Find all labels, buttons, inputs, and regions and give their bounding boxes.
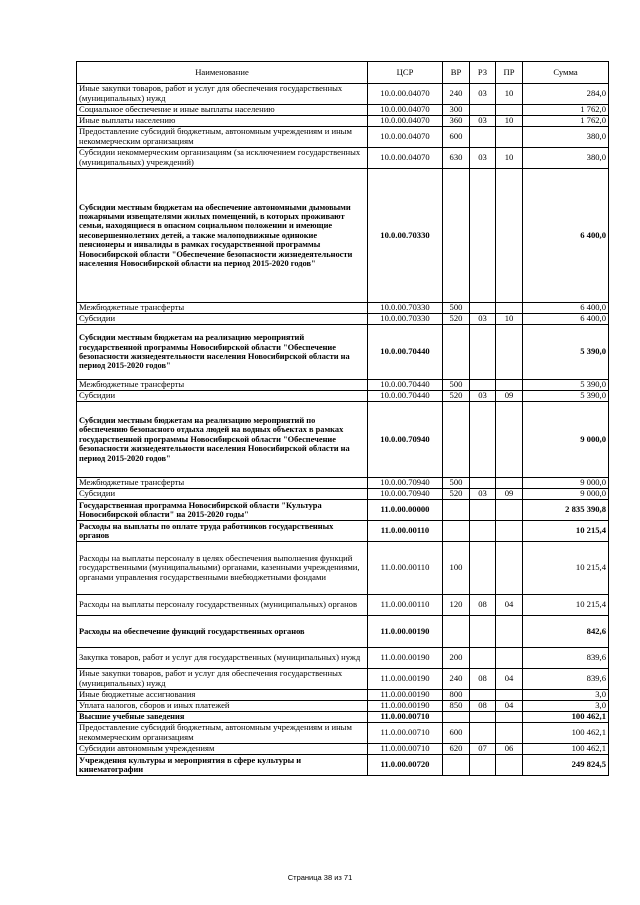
cell-name: Предоставление субсидий бюджетным, автономным учреждениям и иным некоммерческим организациям <box>77 723 368 744</box>
cell-vr: 120 <box>443 595 470 616</box>
cell-csr: 11.0.00.00710 <box>368 744 443 755</box>
cell-name: Межбюджетные трансферты <box>77 478 368 489</box>
cell-rz: 03 <box>470 489 496 500</box>
cell-sum: 5 390,0 <box>523 325 609 380</box>
cell-sum: 100 462,1 <box>523 744 609 755</box>
cell-pr <box>496 127 523 148</box>
header-csr: ЦСР <box>368 62 443 84</box>
cell-vr <box>443 402 470 478</box>
table-row <box>77 521 609 542</box>
cell-rz: 03 <box>470 116 496 127</box>
cell-vr: 100 <box>443 542 470 595</box>
cell-pr <box>496 542 523 595</box>
cell-sum: 3,0 <box>523 701 609 712</box>
cell-rz: 08 <box>470 595 496 616</box>
cell-name: Субсидии местным бюджетам на реализацию мероприятий по обеспечению безопасного отдыха людей на водных объектах в рамках государственной программы Новосибирской области "Обеспечение безопасности жизнедеятельности населения Новосибирской области на период 2015-2020 годов" <box>77 402 368 478</box>
cell-pr: 04 <box>496 669 523 690</box>
cell-sum: 839,6 <box>523 669 609 690</box>
table-row <box>77 478 609 489</box>
table-row <box>77 500 609 521</box>
cell-pr: 04 <box>496 595 523 616</box>
cell-rz <box>470 402 496 478</box>
cell-csr: 11.0.00.00190 <box>368 616 443 648</box>
table-row <box>77 84 609 105</box>
cell-sum: 10 215,4 <box>523 521 609 542</box>
cell-rz <box>470 380 496 391</box>
table-row <box>77 489 609 500</box>
cell-sum: 6 400,0 <box>523 314 609 325</box>
cell-csr: 10.0.00.70940 <box>368 478 443 489</box>
cell-rz <box>470 105 496 116</box>
cell-csr: 10.0.00.04070 <box>368 148 443 169</box>
cell-vr: 240 <box>443 84 470 105</box>
cell-rz: 03 <box>470 391 496 402</box>
cell-sum: 2 835 390,8 <box>523 500 609 521</box>
header-row <box>77 62 609 84</box>
table-row <box>77 148 609 169</box>
cell-name: Субсидии <box>77 489 368 500</box>
cell-name: Субсидии автономным учреждениям <box>77 744 368 755</box>
cell-rz <box>470 755 496 776</box>
cell-csr: 10.0.00.70330 <box>368 303 443 314</box>
cell-rz: 08 <box>470 701 496 712</box>
cell-pr <box>496 648 523 669</box>
cell-pr: 04 <box>496 701 523 712</box>
table-row <box>77 391 609 402</box>
cell-rz <box>470 521 496 542</box>
cell-name: Уплата налогов, сборов и иных платежей <box>77 701 368 712</box>
table-row <box>77 169 609 303</box>
cell-sum: 9 000,0 <box>523 402 609 478</box>
cell-name: Расходы на обеспечение функций государственных органов <box>77 616 368 648</box>
table-row <box>77 669 609 690</box>
cell-csr: 10.0.00.70940 <box>368 489 443 500</box>
table-row <box>77 648 609 669</box>
cell-name: Субсидии местным бюджетам на обеспечение автономными дымовыми пожарными извещателями жилых помещений, в которых проживают семьи, находящиеся в опасном социальном положении и имеющие несовершеннолетних детей, а также малоподвижные одинокие пенсионеры и инвалиды в рамках государственной программы Новосибирской области "Обеспечение безопасности жизнедеятельности населения Новосибирской области на период 2015-2020 годов" <box>77 169 368 303</box>
cell-csr: 11.0.00.00000 <box>368 500 443 521</box>
cell-sum: 380,0 <box>523 127 609 148</box>
cell-csr: 10.0.00.70330 <box>368 169 443 303</box>
table-row <box>77 402 609 478</box>
cell-csr: 11.0.00.00720 <box>368 755 443 776</box>
cell-vr: 300 <box>443 105 470 116</box>
cell-pr: 06 <box>496 744 523 755</box>
table-row <box>77 712 609 723</box>
cell-vr: 520 <box>443 391 470 402</box>
cell-pr <box>496 380 523 391</box>
cell-pr: 09 <box>496 391 523 402</box>
table-row <box>77 314 609 325</box>
cell-name: Субсидии <box>77 314 368 325</box>
cell-sum: 100 462,1 <box>523 723 609 744</box>
header-vr: ВР <box>443 62 470 84</box>
cell-rz <box>470 690 496 701</box>
cell-name: Государственная программа Новосибирской области "Культура Новосибирской области" на 2015-2020 годы" <box>77 500 368 521</box>
cell-rz <box>470 648 496 669</box>
cell-pr: 10 <box>496 116 523 127</box>
table-row <box>77 542 609 595</box>
cell-csr: 10.0.00.70440 <box>368 380 443 391</box>
cell-name: Межбюджетные трансферты <box>77 380 368 391</box>
cell-rz <box>470 127 496 148</box>
cell-csr: 10.0.00.70330 <box>368 314 443 325</box>
cell-pr: 10 <box>496 84 523 105</box>
cell-csr: 10.0.00.04070 <box>368 116 443 127</box>
cell-csr: 10.0.00.04070 <box>368 127 443 148</box>
cell-sum: 9 000,0 <box>523 478 609 489</box>
cell-name: Иные бюджетные ассигнования <box>77 690 368 701</box>
cell-sum: 10 215,4 <box>523 595 609 616</box>
cell-vr <box>443 755 470 776</box>
cell-csr: 10.0.00.70440 <box>368 325 443 380</box>
cell-rz <box>470 616 496 648</box>
page-footer: Страница 38 из 71 <box>287 873 353 882</box>
cell-vr: 200 <box>443 648 470 669</box>
cell-vr <box>443 325 470 380</box>
cell-sum: 380,0 <box>523 148 609 169</box>
cell-vr <box>443 616 470 648</box>
cell-rz: 03 <box>470 84 496 105</box>
table-row <box>77 303 609 314</box>
cell-vr: 360 <box>443 116 470 127</box>
cell-vr: 800 <box>443 690 470 701</box>
cell-pr <box>496 169 523 303</box>
cell-vr: 520 <box>443 314 470 325</box>
cell-name: Иные выплаты населению <box>77 116 368 127</box>
cell-pr <box>496 755 523 776</box>
cell-pr <box>496 500 523 521</box>
table-row <box>77 690 609 701</box>
cell-pr <box>496 478 523 489</box>
cell-rz <box>470 325 496 380</box>
cell-pr <box>496 402 523 478</box>
cell-rz <box>470 169 496 303</box>
cell-rz <box>470 303 496 314</box>
cell-pr <box>496 303 523 314</box>
table-row <box>77 116 609 127</box>
cell-sum: 1 762,0 <box>523 105 609 116</box>
cell-name: Субсидии <box>77 391 368 402</box>
cell-csr: 11.0.00.00110 <box>368 542 443 595</box>
cell-csr: 11.0.00.00710 <box>368 723 443 744</box>
cell-pr: 10 <box>496 314 523 325</box>
header-pr: ПР <box>496 62 523 84</box>
cell-rz: 07 <box>470 744 496 755</box>
cell-csr: 10.0.00.70440 <box>368 391 443 402</box>
table-row <box>77 105 609 116</box>
header-rz: РЗ <box>470 62 496 84</box>
cell-sum: 6 400,0 <box>523 303 609 314</box>
cell-csr: 11.0.00.00110 <box>368 521 443 542</box>
table-row <box>77 755 609 776</box>
table-row <box>77 325 609 380</box>
cell-sum: 3,0 <box>523 690 609 701</box>
table-row <box>77 595 609 616</box>
cell-csr: 11.0.00.00190 <box>368 669 443 690</box>
cell-csr: 10.0.00.70940 <box>368 402 443 478</box>
cell-rz <box>470 712 496 723</box>
cell-sum: 284,0 <box>523 84 609 105</box>
cell-rz <box>470 542 496 595</box>
cell-sum: 5 390,0 <box>523 380 609 391</box>
header-name: Наименование <box>77 62 368 84</box>
cell-sum: 9 000,0 <box>523 489 609 500</box>
cell-name: Предоставление субсидий бюджетным, автономным учреждениям и иным некоммерческим организациям <box>77 127 368 148</box>
cell-csr: 11.0.00.00190 <box>368 648 443 669</box>
table-row <box>77 616 609 648</box>
cell-sum: 839,6 <box>523 648 609 669</box>
cell-pr: 09 <box>496 489 523 500</box>
cell-vr: 520 <box>443 489 470 500</box>
cell-name: Расходы на выплаты персоналу в целях обеспечения выполнения функций государственными (муниципальными) органами, казенными учреждениями, органами управления государственными внебюджетными фондами <box>77 542 368 595</box>
cell-vr: 500 <box>443 380 470 391</box>
cell-vr: 600 <box>443 127 470 148</box>
cell-csr: 11.0.00.00710 <box>368 712 443 723</box>
cell-sum: 842,6 <box>523 616 609 648</box>
cell-csr: 11.0.00.00110 <box>368 595 443 616</box>
cell-vr: 240 <box>443 669 470 690</box>
cell-sum: 6 400,0 <box>523 169 609 303</box>
cell-rz: 08 <box>470 669 496 690</box>
cell-pr <box>496 521 523 542</box>
cell-csr: 11.0.00.00190 <box>368 690 443 701</box>
cell-vr <box>443 169 470 303</box>
cell-pr <box>496 723 523 744</box>
table-row <box>77 723 609 744</box>
cell-sum: 5 390,0 <box>523 391 609 402</box>
cell-csr: 10.0.00.04070 <box>368 105 443 116</box>
cell-pr <box>496 325 523 380</box>
budget-table <box>76 61 609 776</box>
cell-vr <box>443 500 470 521</box>
cell-name: Иные закупки товаров, работ и услуг для обеспечения государственных (муниципальных) нужд <box>77 84 368 105</box>
cell-rz <box>470 723 496 744</box>
cell-vr <box>443 712 470 723</box>
cell-pr: 10 <box>496 148 523 169</box>
table-row <box>77 380 609 391</box>
table-row <box>77 127 609 148</box>
cell-sum: 100 462,1 <box>523 712 609 723</box>
cell-pr <box>496 690 523 701</box>
cell-name: Расходы на выплаты по оплате труда работников государственных органов <box>77 521 368 542</box>
cell-name: Закупка товаров, работ и услуг для государственных (муниципальных) нужд <box>77 648 368 669</box>
cell-sum: 10 215,4 <box>523 542 609 595</box>
cell-name: Межбюджетные трансферты <box>77 303 368 314</box>
table-row <box>77 744 609 755</box>
cell-name: Иные закупки товаров, работ и услуг для обеспечения государственных (муниципальных) нужд <box>77 669 368 690</box>
cell-name: Высшие учебные заведения <box>77 712 368 723</box>
table-row <box>77 701 609 712</box>
cell-name: Расходы на выплаты персоналу государственных (муниципальных) органов <box>77 595 368 616</box>
cell-csr: 10.0.00.04070 <box>368 84 443 105</box>
cell-vr: 620 <box>443 744 470 755</box>
cell-sum: 1 762,0 <box>523 116 609 127</box>
cell-vr <box>443 521 470 542</box>
cell-pr <box>496 105 523 116</box>
cell-name: Социальное обеспечение и иные выплаты населению <box>77 105 368 116</box>
cell-pr <box>496 712 523 723</box>
cell-vr: 500 <box>443 303 470 314</box>
cell-csr: 11.0.00.00190 <box>368 701 443 712</box>
header-sum: Сумма <box>523 62 609 84</box>
cell-rz <box>470 500 496 521</box>
cell-name: Субсидии местным бюджетам на реализацию мероприятий государственной программы Новосибирской области "Обеспечение безопасности жизнедеятельности населения Новосибирской области на период 2015-2020 годов" <box>77 325 368 380</box>
cell-rz: 03 <box>470 148 496 169</box>
cell-rz <box>470 478 496 489</box>
cell-pr <box>496 616 523 648</box>
cell-rz: 03 <box>470 314 496 325</box>
cell-vr: 630 <box>443 148 470 169</box>
cell-vr: 600 <box>443 723 470 744</box>
cell-name: Субсидии некоммерческим организациям (за исключением государственных (муниципальных) учреждений) <box>77 148 368 169</box>
cell-sum: 249 824,5 <box>523 755 609 776</box>
cell-vr: 500 <box>443 478 470 489</box>
cell-vr: 850 <box>443 701 470 712</box>
cell-name: Учреждения культуры и мероприятия в сфере культуры и кинематографии <box>77 755 368 776</box>
